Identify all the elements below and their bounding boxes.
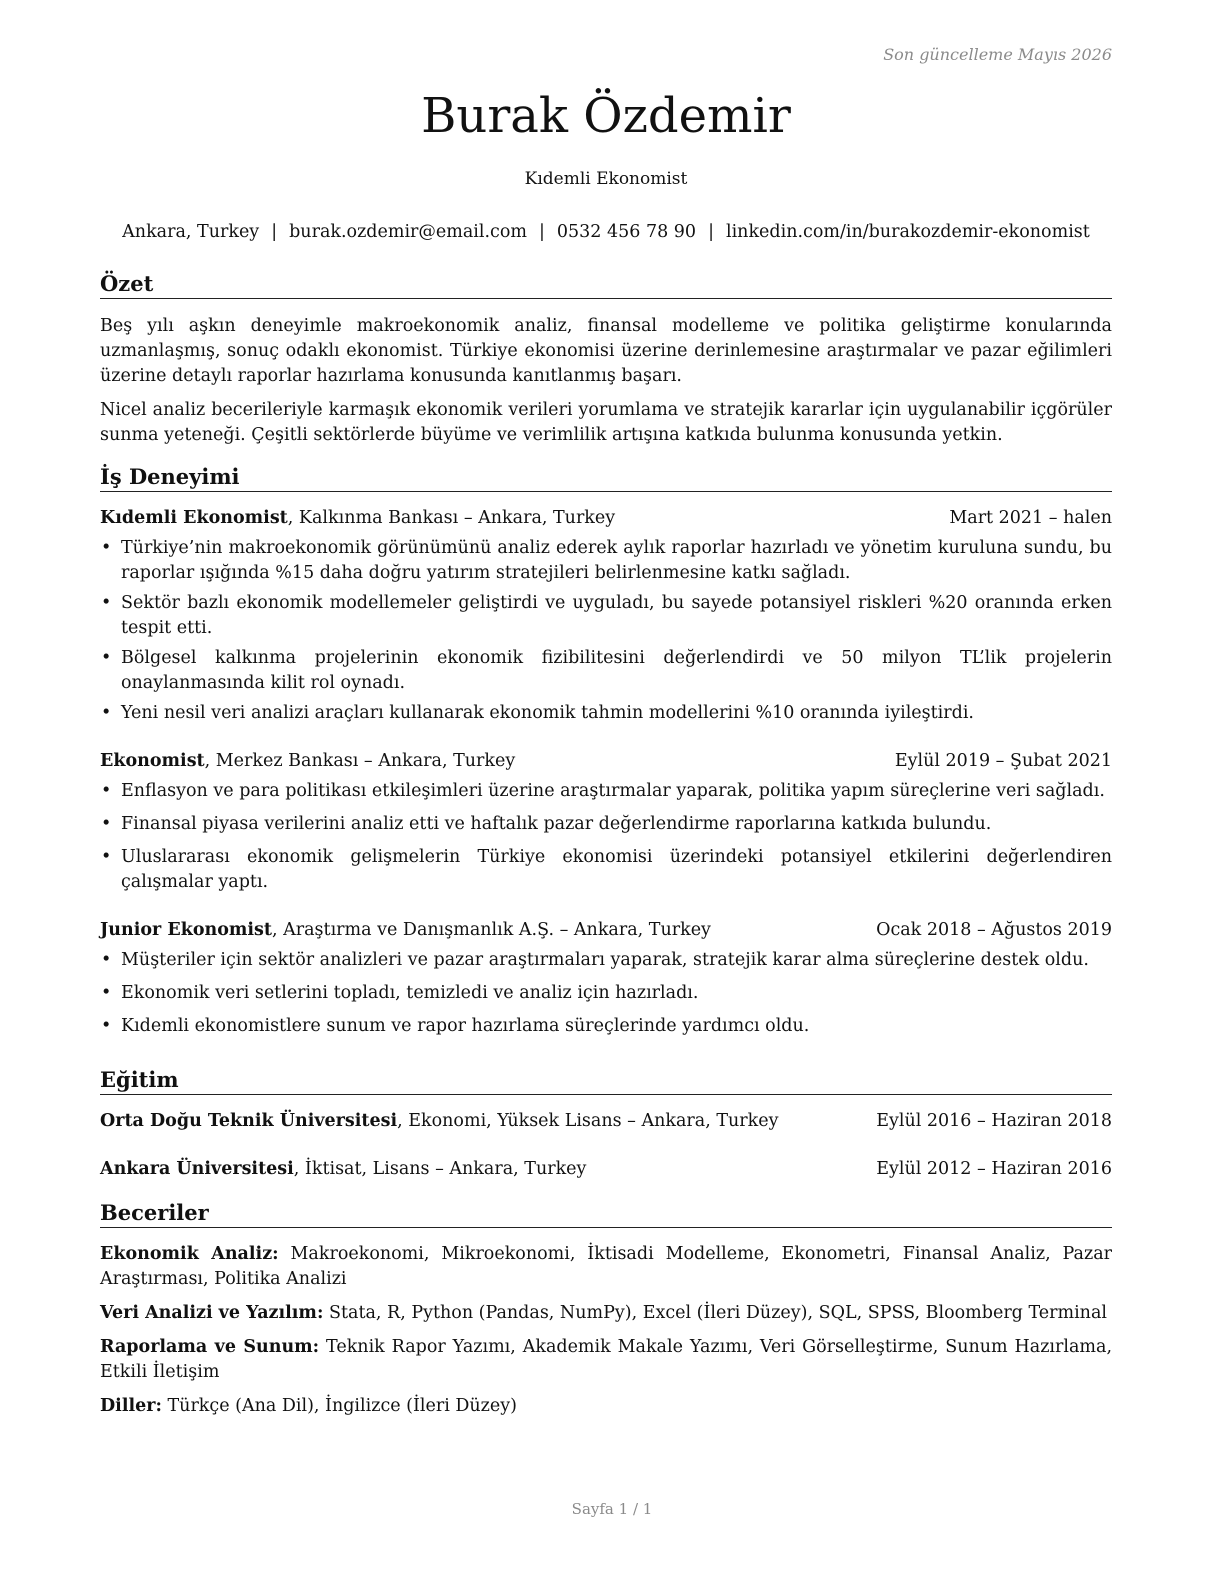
job-bullets [100, 536, 1112, 726]
skill-value: Makroekonomi, Mikroekonomi, İktisadi Modelleme, Ekonometri, Finansal Analiz, Pazar Araştırması, Politika Analizi [100, 1244, 1112, 1289]
list-item: • Enflasyon ve para politikası etkileşimleri üzerine araştırmalar yaparak, politika yapım süreçlerine veri sağladı. [100, 779, 1112, 804]
job-title: Kıdemli Ekonomist [524, 169, 688, 189]
page-number: Sayfa 1 / 1 [571, 1500, 653, 1518]
job-org: , Araştırma ve Danışmanlık A.Ş. – Ankara, Turkey [272, 920, 711, 940]
job-role: Kıdemli Ekonomist [100, 508, 288, 528]
job-entry [100, 749, 1112, 895]
job-role: Junior Ekonomist [100, 920, 272, 940]
school-name: Ankara Üniversitesi [100, 1159, 294, 1179]
list-item: • Ekonomik veri setlerini topladı, temizledi ve analiz için hazırladı. [100, 981, 1112, 1006]
skill-label: Ekonomik Analiz: [100, 1244, 279, 1264]
skills-section [100, 1200, 1112, 1419]
job-bullets [100, 948, 1112, 1039]
contact-linkedin[interactable]: linkedin.com/in/burakozdemir-ekonomist [725, 222, 1090, 242]
skill-value: Türkçe (Ana Dil), İngilizce (İleri Düzey) [161, 1396, 517, 1416]
contact-email[interactable]: burak.ozdemir@email.com [289, 222, 527, 242]
contact-separator: | [271, 222, 278, 242]
list-item: • Bölgesel kalkınma projelerinin ekonomik fizibilitesini değerlendirdi ve 50 milyon TL’lik projelerin onaylanmasında kilit rol oynadı. [100, 646, 1112, 696]
job-dates: Mart 2021 – halen [949, 508, 1112, 528]
job-dates: Eylül 2019 – Şubat 2021 [894, 751, 1112, 771]
section-heading-experience: İş Deneyimi [100, 464, 1112, 492]
contact-phone: 0532 456 78 90 [556, 222, 697, 242]
contact-line [86, 220, 1126, 244]
job-entry [100, 918, 1112, 1039]
experience-section [100, 464, 1112, 1039]
skill-group [100, 1242, 1112, 1292]
job-role: Ekonomist [100, 751, 205, 771]
list-item: • Müşteriler için sektör analizleri ve pazar araştırmaları yaparak, stratejik karar alma süreçlerine destek oldu. [100, 948, 1112, 973]
list-item: • Yeni nesil veri analizi araçları kullanarak ekonomik tahmin modellerini %10 oranında iyileştirdi. [100, 701, 1112, 726]
degree-detail: , Ekonomi, Yüksek Lisans – Ankara, Turkey [397, 1111, 779, 1131]
skill-group [100, 1335, 1112, 1385]
person-name: Burak Özdemir [421, 88, 791, 144]
list-item: • Sektör bazlı ekonomik modellemeler geliştirdi ve uyguladı, bu sayede potansiyel riskleri %20 oranında erken tespit etti. [100, 591, 1112, 641]
job-entry [100, 506, 1112, 726]
job-org: , Kalkınma Bankası – Ankara, Turkey [287, 508, 616, 528]
education-section [100, 1067, 1112, 1182]
list-item: • Finansal piyasa verilerini analiz etti ve haftalık pazar değerlendirme raporlarına katkıda bulundu. [100, 812, 1112, 837]
skill-value: Teknik Rapor Yazımı, Akademik Makale Yazımı, Veri Görselleştirme, Sunum Hazırlama, Etkili İletişim [100, 1337, 1113, 1382]
job-org: , Merkez Bankası – Ankara, Turkey [204, 751, 516, 771]
skill-label: Raporlama ve Sunum: [100, 1337, 320, 1357]
contact-location: Ankara, Turkey [122, 222, 260, 242]
skill-group [100, 1301, 1112, 1326]
contact-separator: | [708, 222, 714, 242]
degree-detail: , İktisat, Lisans – Ankara, Turkey [293, 1159, 587, 1179]
education-entry [100, 1157, 1112, 1182]
skill-label: Veri Analizi ve Yazılım: [100, 1303, 324, 1323]
skill-label: Diller: [100, 1396, 162, 1416]
skill-value: Stata, R, Python (Pandas, NumPy), Excel (İleri Düzey), SQL, SPSS, Bloomberg Terminal [323, 1303, 1107, 1323]
education-dates: Eylül 2016 – Haziran 2018 [876, 1111, 1112, 1131]
contact-separator: | [539, 222, 545, 242]
job-header [100, 918, 1112, 943]
last-updated: Son güncelleme Mayıs 2026 [883, 45, 1112, 64]
job-dates: Ocak 2018 – Ağustos 2019 [876, 920, 1112, 940]
list-item: • Kıdemli ekonomistlere sunum ve rapor hazırlama süreçlerinde yardımcı oldu. [100, 1014, 1112, 1039]
section-heading-summary: Özet [100, 271, 1112, 299]
education-entry [100, 1109, 1112, 1134]
list-item: • Türkiye’nin makroekonomik görünümünü analiz ederek aylık raporlar hazırladı ve yönetim kuruluna sundu, bu raporlar ışığında %15 daha doğru yatırım stratejileri belirlenmesine katkı sağladı. [100, 536, 1112, 586]
list-item: • Uluslararası ekonomik gelişmelerin Türkiye ekonomisi üzerindeki potansiyel etkilerini değerlendiren çalışmalar yaptı. [100, 845, 1112, 895]
job-bullets [100, 779, 1112, 895]
job-header [100, 506, 1112, 531]
education-dates: Eylül 2012 – Haziran 2016 [876, 1159, 1112, 1179]
section-heading-skills: Beceriler [100, 1200, 1112, 1228]
school-name: Orta Doğu Teknik Üniversitesi [100, 1111, 398, 1131]
summary-paragraph: Nicel analiz becerileriyle karmaşık ekonomik verileri yorumlama ve stratejik kararlar için uygulanabilir içgörüler sunma yeteneği. Çeşitli sektörlerde büyüme ve verimlilik artışına katkıda bulunma konusunda yetkin. [100, 400, 1112, 445]
skill-group [100, 1394, 1112, 1419]
job-header [100, 749, 1112, 774]
section-heading-education: Eğitim [100, 1067, 1112, 1095]
summary-section [100, 271, 1112, 448]
summary-paragraph: Beş yılı aşkın deneyimle makroekonomik analiz, finansal modelleme ve politika geliştirme konularında uzmanlaşmış, sonuç odaklı ekonomist. Türkiye ekonomisi üzerine derinlemesine araştırmalar ve pazar eğilimleri üzerine detaylı raporlar hazırlama konusunda kanıtlanmış başarı. [100, 316, 1112, 386]
